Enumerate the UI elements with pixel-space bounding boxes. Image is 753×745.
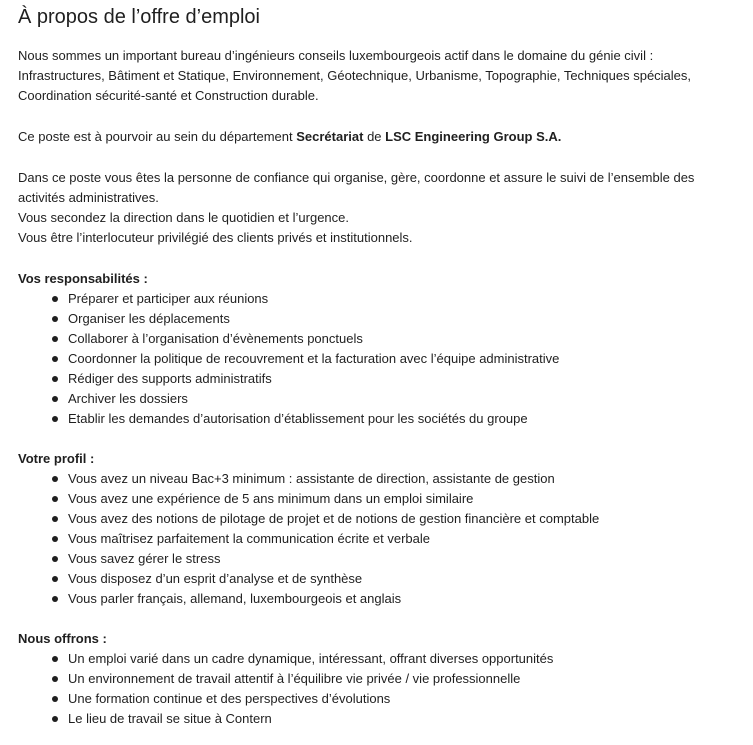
profile-list [18,469,735,609]
bullet-dot-icon [52,496,58,502]
bullet-dot-icon [52,556,58,562]
bullet-dot-icon [52,516,58,522]
bullet-dot-icon [52,596,58,602]
intro-line-3: Coordination sécurité-santé et Construction durable. [18,88,319,103]
responsibilities-list [18,289,735,429]
bullet-dot-icon [52,296,58,302]
bullet-dot-icon [52,396,58,402]
list-item: Vous avez des notions de pilotage de projet et de notions de gestion financière et comptable [18,509,735,529]
position-middle: de [363,129,386,144]
list-item: Rédiger des supports administratifs [18,369,735,389]
offer-list [18,649,735,729]
intro-line-1: Nous sommes un important bureau d’ingénieurs conseils luxembourgeois actif dans le domaine du génie civil : [18,48,654,63]
list-item: Le lieu de travail se situe à Contern [18,709,735,729]
company-name: LSC Engineering Group S.A. [385,129,562,144]
list-item: Vous avez une expérience de 5 ans minimum dans un emploi similaire [18,489,735,509]
department-name: Secrétariat [296,129,364,144]
list-item: Organiser les déplacements [18,309,735,329]
description-line-1: Dans ce poste vous êtes la personne de confiance qui organise, gère, coordonne et assure le suivi de l’ensemble des [18,170,695,185]
bullet-dot-icon [52,656,58,662]
bullet-dot-icon [52,576,58,582]
description-line-4: Vous être l’interlocuteur privilégié des clients privés et institutionnels. [18,230,413,245]
position-paragraph [18,127,735,147]
list-item: Vous parler français, allemand, luxembourgeois et anglais [18,589,735,609]
description-line-3: Vous secondez la direction dans le quotidien et l’urgence. [18,210,349,225]
list-item: Un environnement de travail attentif à l’équilibre vie privée / vie professionnelle [18,669,735,689]
responsibilities-heading: Vos responsabilités : [18,271,148,286]
list-item: Un emploi varié dans un cadre dynamique, intéressant, offrant diverses opportunités [18,649,735,669]
bullet-dot-icon [52,696,58,702]
list-item: Préparer et participer aux réunions [18,289,735,309]
profile-heading: Votre profil : [18,451,95,466]
bullet-dot-icon [52,416,58,422]
bullet-dot-icon [52,356,58,362]
bullet-dot-icon [52,676,58,682]
position-prefix: Ce poste est à pourvoir au sein du département [18,129,297,144]
offer-heading: Nous offrons : [18,631,107,646]
bullet-dot-icon [52,716,58,722]
page-title: À propos de l’offre d’emploi [18,6,260,28]
bullet-dot-icon [52,476,58,482]
list-item: Une formation continue et des perspectives d’évolutions [18,689,735,709]
bullet-dot-icon [52,536,58,542]
list-item: Vous avez un niveau Bac+3 minimum : assistante de direction, assistante de gestion [18,469,735,489]
list-item: Collaborer à l’organisation d’évènements ponctuels [18,329,735,349]
bullet-dot-icon [52,376,58,382]
bullet-dot-icon [52,336,58,342]
bullet-dot-icon [52,316,58,322]
list-item: Archiver les dossiers [18,389,735,409]
description-paragraph [18,168,735,248]
intro-paragraph [18,46,735,106]
intro-line-2: Infrastructures, Bâtiment et Statique, Environnement, Géotechnique, Urbanisme, Topographie, Techniques spéciales, [18,68,692,83]
list-item: Vous maîtrisez parfaitement la communication écrite et verbale [18,529,735,549]
description-line-2: activités administratives. [18,190,159,205]
list-item: Vous savez gérer le stress [18,549,735,569]
list-item: Etablir les demandes d’autorisation d’établissement pour les sociétés du groupe [18,409,735,429]
list-item: Coordonner la politique de recouvrement et la facturation avec l’équipe administrative [18,349,735,369]
list-item: Vous disposez d’un esprit d’analyse et de synthèse [18,569,735,589]
